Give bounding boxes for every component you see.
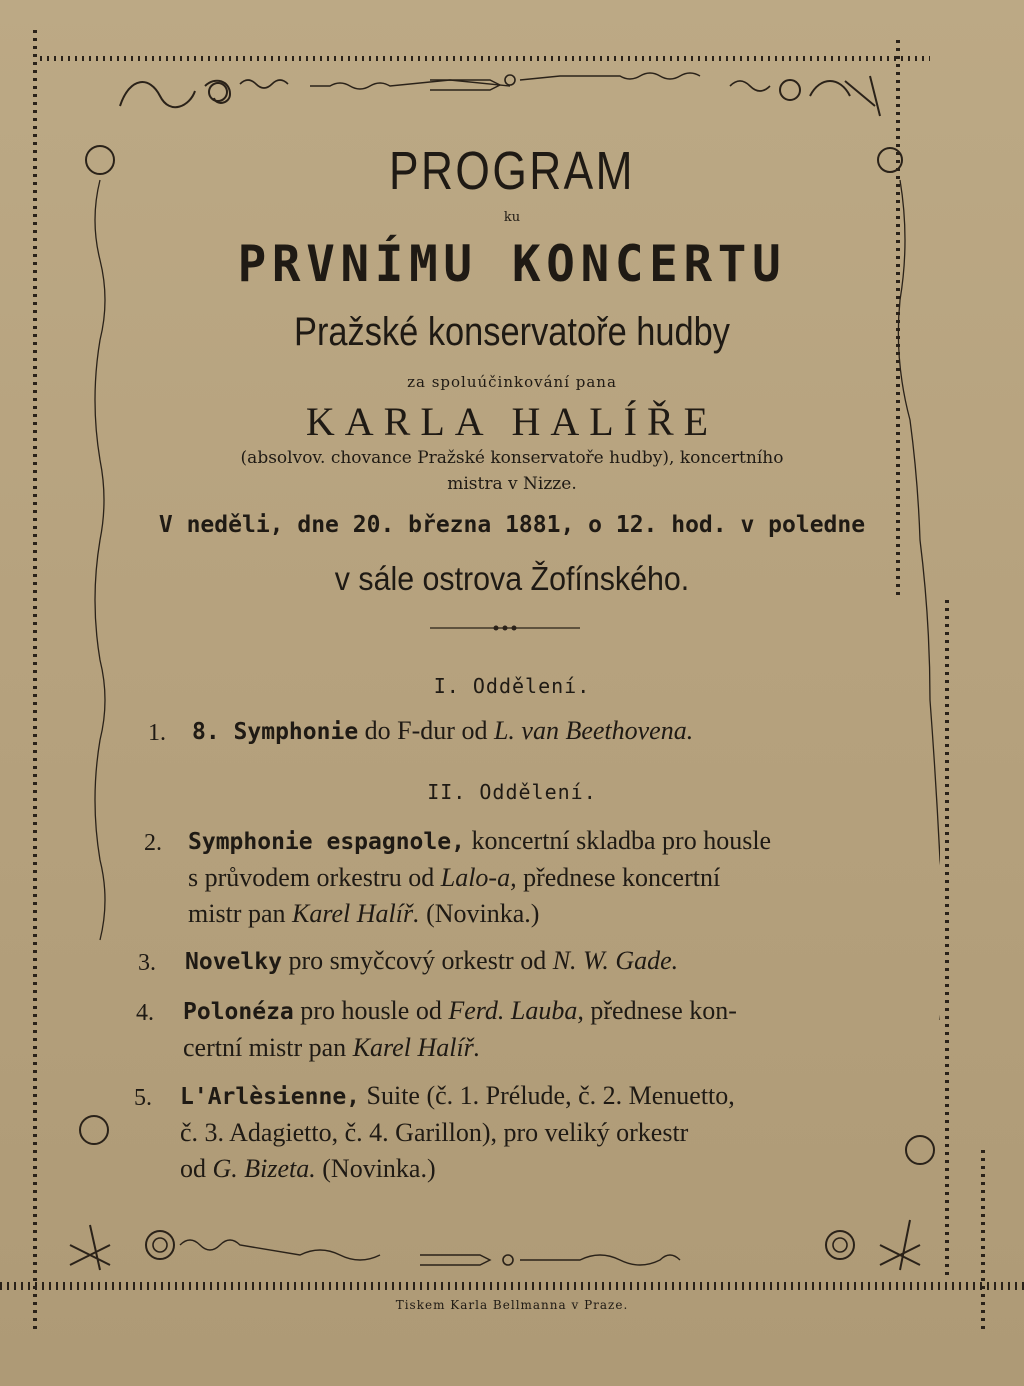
participation-line: za spoluúčinkování pana <box>407 373 617 391</box>
item-text: č. 3. Adagietto, č. 4. Garillon), pro veliký orkestr <box>180 1118 689 1147</box>
bottom-ornament <box>60 1215 960 1275</box>
program-item-1 <box>192 713 693 750</box>
item-number: 3. <box>138 950 156 976</box>
item-composer: G. Bizeta. <box>212 1154 316 1183</box>
item-text: s průvodem orkestru od <box>188 863 441 892</box>
item-text: přednese koncertní <box>516 863 721 892</box>
top-dotted-rule <box>40 56 930 61</box>
item-text: pro smyčcový orkestr od <box>281 946 553 975</box>
item-title: Polonéza <box>183 999 294 1025</box>
item-text: mistr pan <box>188 899 292 928</box>
item-note: (Novinka.) <box>419 899 540 928</box>
item-text: do F-dur od <box>358 716 494 745</box>
item-text: koncertní skladba pro housle <box>464 826 772 855</box>
conservatory-title: Pražské konservatoře hudby <box>294 310 730 354</box>
program-item-3 <box>185 943 678 980</box>
concert-date: V neděli, dne 20. března 1881, o 12. hod. v poledne <box>158 512 866 538</box>
section-two-heading: II. Oddělení. <box>427 780 597 804</box>
item-text: přednese kon- <box>583 996 737 1025</box>
item-text: od <box>180 1154 213 1183</box>
item-number: 2. <box>144 830 162 856</box>
item-performer: Karel Halíř. <box>292 899 420 928</box>
top-ornament <box>110 66 900 126</box>
program-item-2 <box>188 823 771 932</box>
item-composer: N. W. Gade. <box>552 946 679 975</box>
item-title: L'Arlèsienne, <box>180 1084 361 1110</box>
item-performer: Karel Halíř. <box>352 1033 481 1062</box>
item-text: certní mistr pan <box>183 1033 353 1062</box>
item-composer: Ferd. Lauba, <box>448 996 584 1025</box>
venue: v sále ostrova Žofínského. <box>334 560 690 597</box>
item-number: 4. <box>136 1000 154 1026</box>
item-number: 5. <box>134 1085 152 1111</box>
soloist-description: (absolvov. chovance Pražské konservatoře hudby), koncertního <box>240 448 784 468</box>
soloist-description-2: mistra v Nizze. <box>447 474 577 494</box>
item-number: 1. <box>148 720 166 746</box>
bottom-dotted-rule <box>0 1282 1024 1290</box>
program-title: PROGRAM <box>388 141 636 201</box>
ku-word: ku <box>503 210 521 225</box>
item-title: Novelky <box>185 949 282 975</box>
item-title: 8. Symphonie <box>192 719 359 745</box>
item-composer: Lalo-a, <box>440 863 517 892</box>
item-note: (Novinka.) <box>315 1154 436 1183</box>
item-text: pro housle od <box>293 996 449 1025</box>
item-title: Symphonie espagnole, <box>188 829 465 855</box>
divider <box>430 622 580 634</box>
program-item-4 <box>183 993 737 1066</box>
section-one-heading: I. Oddělení. <box>433 674 591 698</box>
soloist-name: KARLA HALÍŘE <box>305 399 719 444</box>
printer-credit: Tiskem Karla Bellmanna v Praze. <box>395 1298 629 1312</box>
item-text: Suite (č. 1. Prélude, č. 2. Menuetto, <box>360 1081 735 1110</box>
right-dotted-rule-lower <box>945 600 949 1280</box>
item-composer: L. van Beethovena. <box>493 716 694 745</box>
first-concert-title: PRVNÍMU KONCERTU <box>237 235 787 293</box>
program-item-5 <box>180 1078 735 1187</box>
